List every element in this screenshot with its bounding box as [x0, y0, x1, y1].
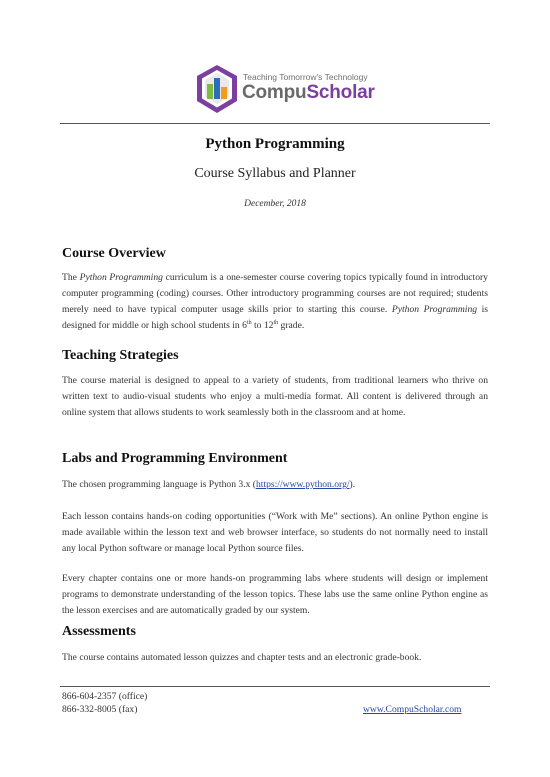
header-divider — [60, 123, 490, 124]
logo-name-scholar: Scholar — [306, 82, 375, 103]
logo-tagline: Teaching Tomorrow's Technology — [243, 72, 368, 82]
compuscholar-shield-icon — [195, 64, 239, 114]
assessments-paragraph: The course contains automated lesson quizzes and chapter tests and an electronic grade-book. — [62, 652, 422, 663]
footer-website[interactable] — [363, 703, 462, 716]
footer-phone-fax: 866-332-8005 (fax) — [62, 704, 138, 715]
document-subtitle: Course Syllabus and Planner — [194, 166, 356, 181]
logo-wordmark — [242, 82, 375, 104]
labs-hands-on-paragraph: Each lesson contains hands-on coding opportunities (“Work with Me” sections). An online Python engine is made available within the lesson text and web browser interface, so students do not normally need to install any local Python software or manage local Python source files. — [62, 511, 488, 554]
course-overview-heading: Course Overview — [62, 246, 166, 261]
footer-divider — [60, 686, 490, 687]
document-title: Python Programming — [205, 136, 345, 152]
assessments-heading: Assessments — [62, 624, 136, 639]
website-link[interactable]: www.CompuScholar.com — [363, 704, 462, 715]
python-org-link[interactable]: https://www.python.org/ — [255, 479, 350, 490]
course-overview-paragraph: The Python Programming curriculum is a one-semester course covering topics typically found in introductory computer programming (coding) courses. Other introductory programming courses are not required; students merely need to have typical computer usage skills prior to starting this course. Python Programming is designed for middle or high school students in 6th to 12th grade. — [62, 272, 488, 331]
labs-chapter-paragraph: Every chapter contains one or more hands-on programming labs where students will design or implement programs to demonstrate understanding of the lesson topics. These labs use the same online Python engine as the lesson exercises and are automatically graded by our system. — [62, 573, 488, 616]
compuscholar-logo — [195, 64, 415, 114]
footer-contact — [62, 690, 147, 716]
teaching-strategies-paragraph: The course material is designed to appeal to a variety of students, from traditional learners who thrive on written text to audio-visual students who enjoy a multi-media format. All content is delivered through an online system that allows students to work seamlessly both in the classroom and at home. — [62, 375, 488, 418]
document-date: December, 2018 — [244, 199, 306, 209]
labs-heading: Labs and Programming Environment — [62, 451, 288, 466]
logo-name-compu: Compu — [242, 82, 307, 103]
footer-phone-office: 866-604-2357 (office) — [62, 691, 148, 702]
teaching-strategies-heading: Teaching Strategies — [62, 348, 179, 363]
labs-language-paragraph: The chosen programming language is Python 3.x (https://www.python.org/). — [62, 479, 356, 490]
